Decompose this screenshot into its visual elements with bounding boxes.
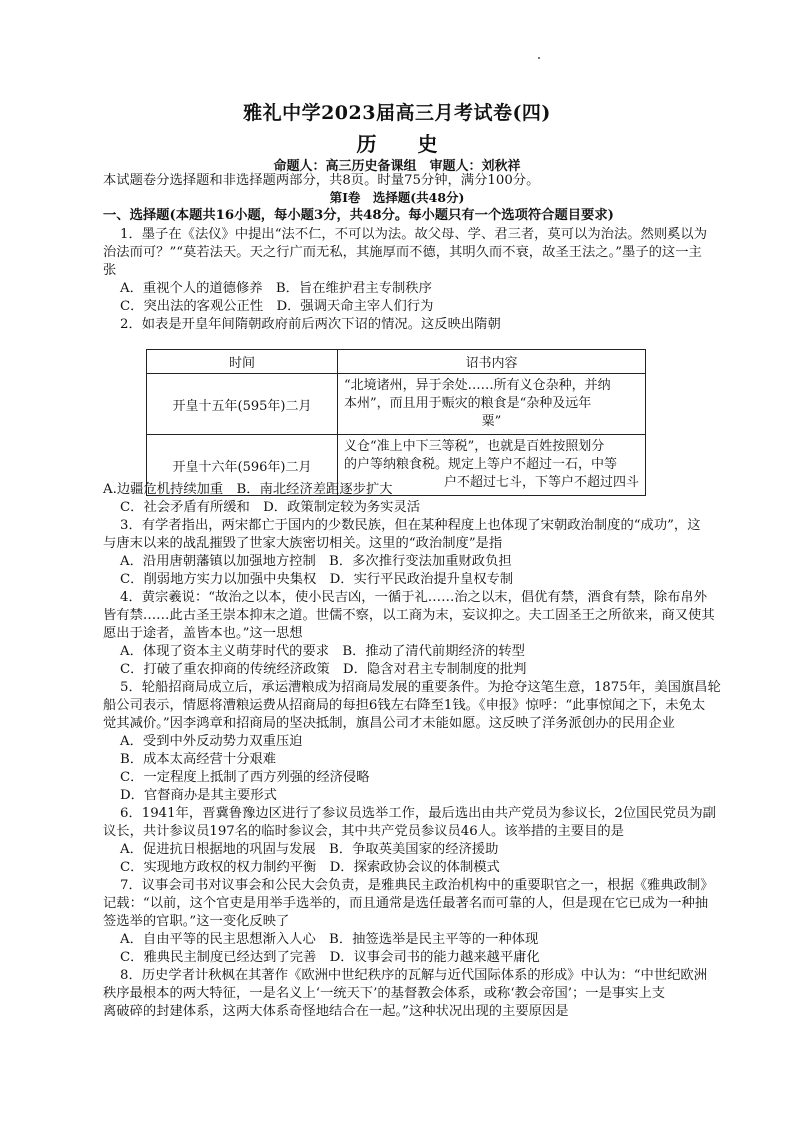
content-line: 户不超过七斗，下等户不超过四斗 (443, 475, 639, 490)
q7-stem-line-1: 7．议事会司书对议事会和公民大会负责，是雅典民主政治机构中的重要职官之一，根据《雅典政制》 (120, 878, 714, 893)
q1-stem-line-3: 张 (103, 263, 117, 278)
content-line: “北境诸州，异于余处……所有义仓杂种，并纳 (344, 378, 611, 393)
q2-options-ab: A.边疆危机持续加重 B．南北经济差距逐步扩大 (103, 482, 393, 497)
content-line: 的户等纳粮食税。规定上等户不超过一石，中等 (344, 457, 618, 472)
q3-stem-line-2: 与唐末以来的战乱摧毁了世家大族密切相关。这里的“政治制度”是指 (103, 536, 503, 551)
q5-option-b: B．成本太高经营十分艰难 (120, 752, 277, 767)
q7-stem-line-3: 签选举的官职。”这一变化反映了 (103, 914, 290, 929)
table-header-time: 时间 (147, 350, 338, 374)
table-row (147, 374, 646, 435)
table-header-content: 诏书内容 (338, 350, 646, 374)
q4-stem-line-1: 4．黄宗羲说：“故治之以本，使小民吉凶，一循于礼……治之以末，倡优有禁，酒食有禁，除布帛外 (120, 590, 708, 605)
q5-stem-line-2: 船公司表示，情愿将漕粮运费从招商局的每担6钱左右降至1钱。《申报》惊呼：“此事惊闻之下，未免太 (103, 698, 706, 713)
content-line: 粟” (481, 414, 502, 429)
q5-option-c: C．一定程度上抵制了西方列强的经济侵略 (120, 770, 370, 785)
q2-options-cd: C．社会矛盾有所缓和 D．政策制定较为务实灵活 (120, 500, 421, 515)
table-cell-content (338, 374, 646, 435)
scan-speck (538, 57, 540, 59)
q4-options-cd: C．打破了重农抑商的传统经济政策 D．隐含对君主专制制度的批判 (120, 662, 527, 677)
q8-stem-line-3: 离破碎的封建体系，这两大体系奇怪地结合在一起。”这种状况出现的主要原因是 (103, 1004, 569, 1019)
table-cell-time: 开皇十六年(596年)二月 (147, 435, 338, 496)
q4-stem-line-2: 皆有禁……此古圣王崇本抑末之道。世儒不察，以工商为末，妄议抑之。夫工固圣王之所欲来，商又使其 (103, 608, 715, 623)
q7-stem-line-2: 记载：“以前，这个官吏是用举手选举的，而且通常是选任最著名而可靠的人，但是现在它已成为一种抽 (103, 896, 709, 911)
content-line: 本州”，而且用于赈灾的粮食是“杂种及远年 (344, 396, 592, 411)
q5-stem-line-3: 觉其减价。”因李鸿章和招商局的坚决抵制，旗昌公司才未能如愿。这反映了洋务派创办的民用企业 (103, 716, 675, 731)
q1-stem-line-1: 1．墨子在《法仪》中提出“法不仁，不可以为法。故父母、学、君三者，莫可以为治法。然则奚以为 (120, 227, 708, 242)
q3-stem-line-1: 3．有学者指出，两宋都亡于国内的少数民族，但在某种程度上也体现了宋朝政治制度的“成功”，这 (120, 518, 701, 533)
exam-intro: 本试题卷分选择题和非选择题两部分，共8页。时量75分钟，满分100分。 (103, 173, 540, 188)
q5-option-a: A．受到中外反动势力双重压迫 (120, 734, 303, 749)
q6-options-ab: A．促进抗日根据地的巩固与发展 B．争取英美国家的经济援助 (120, 842, 499, 857)
section-title-text: 一、选择题(本题共16小题，每小题3分，共48分。每小题只有一个选项符合题目要求) (103, 208, 614, 223)
content-line: 义仓“准上中下三等税”，也就是百姓按照划分 (344, 439, 605, 454)
q7-options-cd: C．雅典民主制度已经达到了完善 D．议事会司书的能力越来越平庸化 (120, 950, 540, 965)
exam-subject: 历 史 (356, 132, 438, 156)
q8-stem-line-2: 秩序最根本的两大特征，一是名义上‘一统天下’的基督教会体系，或称‘教会帝国’；一是事实上支 (103, 986, 666, 1001)
q7-options-ab: A．自由平等的民主思想渐入人心 B．抽签选举是民主平等的一种体现 (120, 932, 539, 947)
section-title (103, 207, 614, 224)
q1-stem-line-2: 治法而可？”“莫若法天。天之行广而无私，其施厚而不德，其明久而不衰，故圣王法之。”墨子的这一主 (103, 245, 702, 260)
q4-stem-line-3: 愿出于途者，盖皆本也。”这一思想 (103, 626, 303, 641)
table-header-row (147, 350, 646, 374)
q5-option-d: D．官督商办是其主要形式 (120, 788, 277, 803)
q5-stem-line-1: 5．轮船招商局成立后，承运漕粮成为招商局发展的重要条件。为抢夺这笔生意，1875年，美国旗昌轮 (120, 680, 721, 695)
q4-options-ab: A．体现了资本主义萌芽时代的要求 B．推动了清代前期经济的转型 (120, 644, 525, 659)
q3-options-ab: A．沿用唐朝藩镇以加强地方控制 B．多次推行变法加重财政负担 (120, 554, 512, 569)
part-title: 第Ⅰ卷 选择题(共48分) (329, 190, 465, 205)
q6-stem-line-1: 6．1941年，晋冀鲁豫边区进行了参议员选举工作，最后选出由共产党员为参议长，2位国民党员为副 (120, 806, 716, 821)
q1-options-ab: A．重视个人的道德修养 B．旨在维护君主专制秩序 (120, 281, 432, 296)
q2-stem: 2．如表是开皇年间隋朝政府前后两次下诏的情况。这反映出隋朝 (120, 317, 501, 332)
q6-stem-line-2: 议长，共计参议员197名的临时参议会，其中共产党员参议员46人。该举措的主要目的是 (103, 824, 624, 839)
q1-options-cd: C．突出法的客观公正性 D．强调天命主宰人们行为 (120, 299, 434, 314)
edict-table (146, 349, 646, 496)
table-cell-time: 开皇十五年(595年)二月 (147, 374, 338, 435)
q8-stem-line-1: 8．历史学者计秋枫在其著作《欧洲中世纪秩序的瓦解与近代国际体系的形成》中认为：“中世纪欧洲 (120, 968, 708, 983)
exam-title: 雅礼中学2023届高三月考试卷(四) (243, 102, 551, 124)
q3-options-cd: C．削弱地方实力以加强中央集权 D．实行平民政治提升皇权专制 (120, 572, 514, 587)
exam-authors: 命题人：高三历史备课组 审题人：刘秋祥 (273, 159, 521, 174)
q6-options-cd: C．实现地方政权的权力制约平衡 D．探索政协会议的体制模式 (120, 860, 500, 875)
